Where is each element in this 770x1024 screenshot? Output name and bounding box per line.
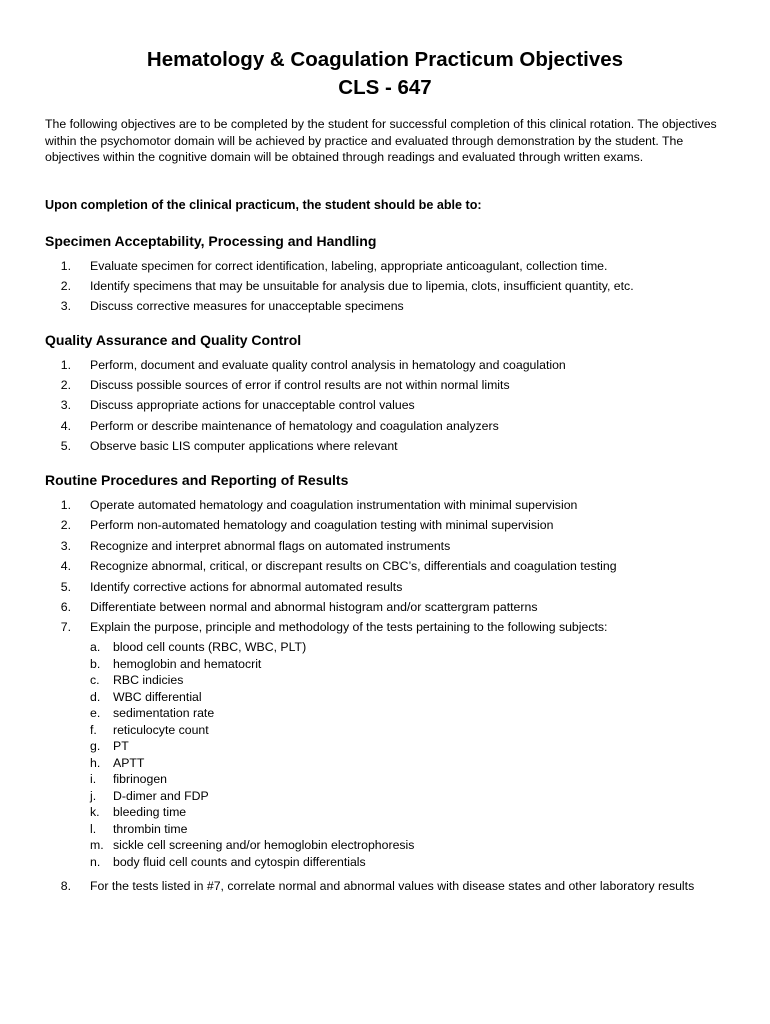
item-number: 5. [60, 580, 71, 594]
sub-item-letter: k. [90, 805, 100, 819]
item-text: Discuss corrective measures for unacceptable specimens [90, 299, 404, 313]
sub-item-text: WBC differential [113, 690, 202, 704]
sub-item-letter: f. [90, 723, 97, 737]
section-heading-specimen: Specimen Acceptability, Processing and Handling [45, 233, 377, 249]
item-text: For the tests listed in #7, correlate normal and abnormal values with disease states and other laboratory results [90, 879, 695, 893]
item-text: Observe basic LIS computer applications where relevant [90, 439, 398, 453]
item-number: 5. [60, 439, 71, 453]
sub-item-text: D-dimer and FDP [113, 789, 209, 803]
sub-item-letter: g. [90, 739, 101, 753]
sub-item-text: APTT [113, 756, 145, 770]
sub-item-letter: a. [90, 640, 101, 654]
item-text: Perform or describe maintenance of hematology and coagulation analyzers [90, 419, 499, 433]
item-number: 6. [60, 600, 71, 614]
item-number: 2. [60, 378, 71, 392]
item-number: 3. [60, 539, 71, 553]
lead-statement: Upon completion of the clinical practicum, the student should be able to: [45, 198, 482, 212]
sub-item-text: hemoglobin and hematocrit [113, 657, 262, 671]
sub-item-text: RBC indicies [113, 673, 184, 687]
sub-item-letter: l. [90, 822, 97, 836]
sub-item-letter: i. [90, 772, 97, 786]
sub-item-text: reticulocyte count [113, 723, 209, 737]
sub-item-letter: b. [90, 657, 101, 671]
item-text: Operate automated hematology and coagulation instrumentation with minimal supervision [90, 498, 578, 512]
sub-item-text: thrombin time [113, 822, 188, 836]
sub-item-text: body fluid cell counts and cytospin differentials [113, 855, 366, 869]
sub-item-letter: j. [90, 789, 97, 803]
sub-item-letter: m. [90, 838, 104, 852]
page-title: Hematology & Coagulation Practicum Objectives [146, 48, 624, 71]
section-heading-routine: Routine Procedures and Reporting of Results [45, 472, 349, 488]
item-number: 1. [60, 498, 71, 512]
item-number: 4. [60, 559, 71, 573]
item-text: Explain the purpose, principle and methodology of the tests pertaining to the following subjects: [90, 620, 608, 634]
item-text: Identify specimens that may be unsuitable for analysis due to lipemia, clots, insufficient quantity, etc. [90, 279, 634, 293]
sub-item-letter: c. [90, 673, 100, 687]
sub-item-text: fibrinogen [113, 772, 168, 786]
item-number: 3. [60, 299, 71, 313]
item-text: Discuss appropriate actions for unacceptable control values [90, 398, 415, 412]
item-text: Differentiate between normal and abnormal histogram and/or scattergram patterns [90, 600, 538, 614]
item-number: 1. [60, 358, 71, 372]
sub-item-text: bleeding time [113, 805, 187, 819]
item-number: 7. [60, 620, 71, 634]
item-text: Recognize abnormal, critical, or discrepant results on CBC’s, differentials and coagulation testing [90, 559, 617, 573]
item-number: 1. [60, 259, 71, 273]
item-number: 2. [60, 518, 71, 532]
item-text: Evaluate specimen for correct identification, labeling, appropriate anticoagulant, collection time. [90, 259, 608, 273]
item-number: 2. [60, 279, 71, 293]
sub-item-text: PT [113, 739, 129, 753]
item-text: Discuss possible sources of error if control results are not within normal limits [90, 378, 510, 392]
intro-paragraph: The following objectives are to be completed by the student for successful completion of this clinical rotation. The objectives within the psychomotor domain will be achieved by practice and evaluated through demonstration by the student. The objectives within the cognitive domain will be obtained through readings and evaluated through written exams. [45, 117, 717, 165]
sub-item-text: blood cell counts (RBC, WBC, PLT) [113, 640, 307, 654]
sub-item-text: sickle cell screening and/or hemoglobin electrophoresis [113, 838, 415, 852]
item-text: Recognize and interpret abnormal flags on automated instruments [90, 539, 451, 553]
course-code: CLS - 647 [338, 76, 432, 99]
item-text: Perform non-automated hematology and coagulation testing with minimal supervision [90, 518, 554, 532]
item-text: Perform, document and evaluate quality control analysis in hematology and coagulation [90, 358, 566, 372]
item-number: 4. [60, 419, 71, 433]
sub-item-letter: n. [90, 855, 101, 869]
item-number: 8. [60, 879, 71, 893]
sub-item-letter: d. [90, 690, 101, 704]
section-heading-quality: Quality Assurance and Quality Control [45, 332, 302, 348]
sub-item-letter: e. [90, 706, 101, 720]
item-number: 3. [60, 398, 71, 412]
item-text: Identify corrective actions for abnormal automated results [90, 580, 403, 594]
sub-item-text: sedimentation rate [113, 706, 215, 720]
sub-item-letter: h. [90, 756, 101, 770]
